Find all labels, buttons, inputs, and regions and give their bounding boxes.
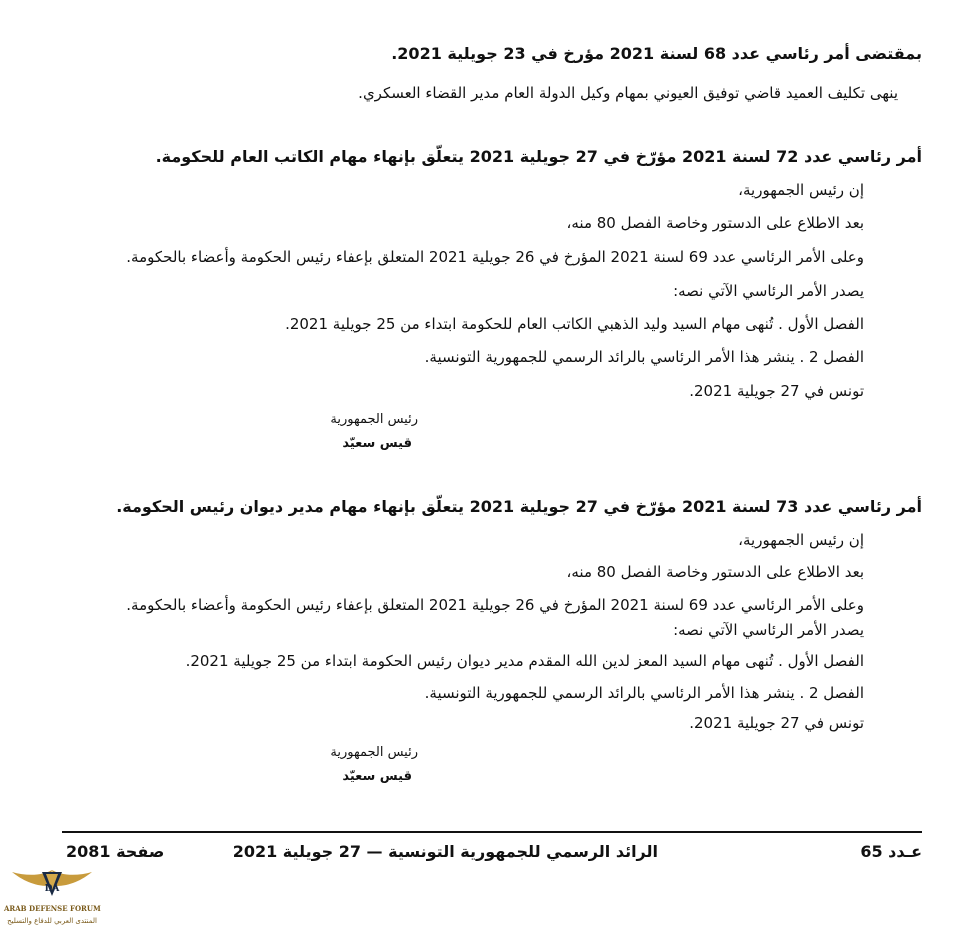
forum-logo (4, 862, 100, 934)
section2-signature-name: قيس سعيّد (342, 436, 412, 451)
logo-name: ARAB DEFENSE FORUM (4, 904, 101, 913)
section3-signature-name: قيس سعيّد (342, 769, 412, 784)
footer-issue: عـدد 65 (860, 842, 922, 861)
section1-text: ينهى تكليف العميد قاضي توفيق العيوني بمهام وكيل الدولة العام مدير القضاء العسكري. (358, 84, 898, 102)
section2-line: إن رئيس الجمهورية، (738, 181, 864, 199)
section2-signature-title: رئيس الجمهورية (330, 412, 418, 427)
section2-line: يصدر الأمر الرئاسي الآتي نصه: (673, 282, 864, 300)
footer-journal: الرائد الرسمي للجمهورية التونسية — 27 جويلية 2021 (232, 842, 658, 861)
section3-line: الفصل الأول . تُنهى مهام السيد المعز لدين الله المقدم مدير ديوان رئيس الحكومة ابتداء من 25 جويلية 2021. (185, 652, 864, 670)
section2-line: وعلى الأمر الرئاسي عدد 69 لسنة 2021 المؤرخ في 26 جويلية 2021 المتعلق بإعفاء رئيس الحكومة وأعضاء بالحكومة. (126, 248, 864, 266)
section3-line: تونس في 27 جويلية 2021. (689, 714, 864, 732)
section3-signature-title: رئيس الجمهورية (330, 745, 418, 760)
section3-line: إن رئيس الجمهورية، (738, 531, 864, 549)
footer-rule (62, 831, 922, 833)
section3-heading: أمر رئاسي عدد 73 لسنة 2021 مؤرّخ في 27 جويلية 2021 يتعلّق بإنهاء مهام مدير ديوان رئيس الحكومة. (116, 497, 922, 516)
section3-line: بعد الاطلاع على الدستور وخاصة الفصل 80 منه، (566, 563, 864, 581)
section3-line: وعلى الأمر الرئاسي عدد 69 لسنة 2021 المؤرخ في 26 جويلية 2021 المتعلق بإعفاء رئيس الحكومة وأعضاء بالحكومة. (126, 596, 864, 614)
logo-arabic: المنتدى العربي للدفاع والتسليح (7, 917, 97, 925)
section3-line: الفصل 2 . ينشر هذا الأمر الرئاسي بالرائد الرسمي للجمهورية التونسية. (424, 684, 864, 702)
logo-monogram: DA (44, 884, 60, 894)
section2-line: الفصل الأول . تُنهى مهام السيد وليد الذهبي الكاتب العام للحكومة ابتداء من 25 جويلية 2021. (285, 315, 864, 333)
section2-heading: أمر رئاسي عدد 72 لسنة 2021 مؤرّخ في 27 جويلية 2021 يتعلّق بإنهاء مهام الكاتب العام للحكومة. (155, 147, 922, 166)
section2-line: بعد الاطلاع على الدستور وخاصة الفصل 80 منه، (566, 214, 864, 232)
section2-line: الفصل 2 . ينشر هذا الأمر الرئاسي بالرائد الرسمي للجمهورية التونسية. (424, 348, 864, 366)
section3-line: يصدر الأمر الرئاسي الآتي نصه: (673, 621, 864, 639)
footer-page: صفحة 2081 (66, 842, 165, 861)
section2-line: تونس في 27 جويلية 2021. (689, 382, 864, 400)
eagle-wings-icon (4, 862, 100, 902)
section1-heading: بمقتضى أمر رئاسي عدد 68 لسنة 2021 مؤرخ في 23 جويلية 2021. (391, 44, 922, 63)
